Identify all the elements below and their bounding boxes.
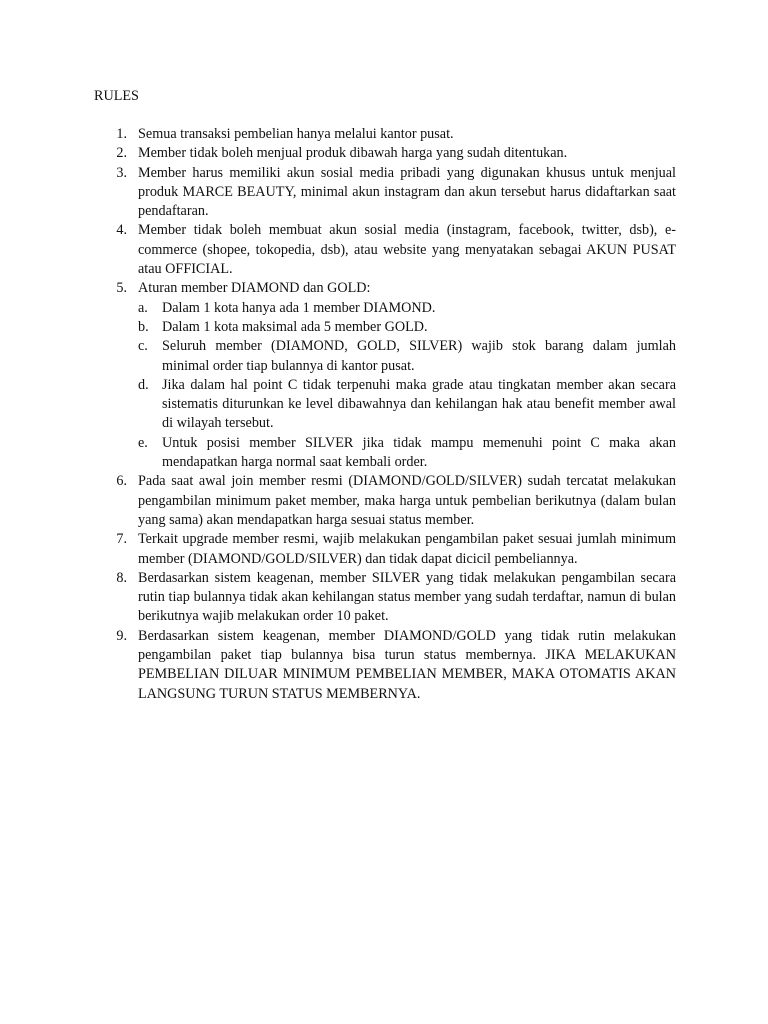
sub-rule-text: Jika dalam hal point C tidak terpenuhi maka grade atau tingkatan member akan secara sistematis diturunkan ke level dibawahnya dan kehilangan hak atau benefit member awal di wilayah tersebut.	[162, 376, 676, 432]
sub-rules-list	[138, 299, 676, 473]
rule-item-9	[94, 627, 676, 704]
rule-number: 8.	[116, 569, 127, 586]
rule-item-2	[94, 144, 676, 163]
rules-list	[94, 125, 676, 704]
sub-rule-letter: e.	[138, 434, 148, 451]
rule-text: Berdasarkan sistem keagenan, member DIAMOND/GOLD yang tidak rutin melakukan pengambilan paket tiap bulannya bisa turun status membernya. JIKA MELAKUKAN PEMBELIAN DILUAR MINIMUM PEMBELIAN MEMBER, MAKA OTOMATIS AKAN LANGSUNG TURUN STATUS MEMBERNYA.	[138, 627, 676, 702]
rule-number: 1.	[116, 126, 127, 142]
rule-text: Pada saat awal join member resmi (DIAMOND/GOLD/SILVER) sudah tercatat melakukan pengambilan minimum paket member, maka harga untuk pembelian berikutnya (dalam bulan yang sama) akan mendapatkan harga sesuai status member.	[138, 473, 676, 528]
rule-number: 3.	[116, 164, 127, 181]
rule-text: Member harus memiliki akun sosial media pribadi yang digunakan khusus untuk menjual produk MARCE BEAUTY, minimal akun instagram dan akun tersebut harus didaftarkan saat pendaftaran.	[138, 164, 676, 220]
sub-rule-letter: a.	[138, 299, 148, 316]
rule-text: Berdasarkan sistem keagenan, member SILVER yang tidak melakukan pengambilan secara rutin tiap bulannya tidak akan kehilangan status member yang sudah terdaftar, namun di bulan berikutnya wajib melakukan order 10 paket.	[138, 569, 676, 625]
rule-text: Member tidak boleh membuat akun sosial media (instagram, facebook, twitter, dsb), e-commerce (shopee, tokopedia, dsb), atau website yang menyatakan sebagai AKUN PUSAT atau OFFICIAL.	[138, 222, 676, 278]
sub-rule-text: Untuk posisi member SILVER jika tidak mampu memenuhi point C maka akan mendapatkan harga normal saat kembali order.	[162, 434, 676, 471]
rule-number: 7.	[116, 531, 127, 548]
sub-rule-b	[138, 318, 676, 337]
rule-number: 5.	[116, 280, 127, 297]
sub-rule-d	[138, 376, 676, 434]
rule-number: 4.	[116, 222, 127, 239]
sub-rule-letter: d.	[138, 376, 149, 393]
sub-rule-text: Dalam 1 kota hanya ada 1 member DIAMOND.	[162, 299, 436, 316]
rule-item-4	[94, 221, 676, 279]
sub-rule-a	[138, 299, 676, 318]
rule-item-3	[94, 164, 676, 222]
rule-text: Semua transaksi pembelian hanya melalui kantor pusat.	[138, 126, 454, 142]
sub-rule-letter: b.	[138, 318, 149, 335]
rule-item-1	[94, 125, 676, 144]
rule-item-5	[94, 279, 676, 472]
document-heading: RULES	[94, 88, 139, 104]
rule-text: Aturan member DIAMOND dan GOLD:	[138, 280, 371, 297]
sub-rule-letter: c.	[138, 338, 148, 355]
sub-rule-e	[138, 434, 676, 473]
rule-item-6	[94, 472, 676, 530]
sub-rule-c	[138, 337, 676, 376]
rule-item-7	[94, 530, 676, 569]
rule-number: 6.	[116, 473, 127, 490]
rule-item-8	[94, 569, 676, 627]
rule-text: Terkait upgrade member resmi, wajib melakukan pengambilan paket sesuai jumlah minimum member (DIAMOND/GOLD/SILVER) dan tidak dapat dicicil pembeliannya.	[138, 531, 676, 567]
sub-rule-text: Dalam 1 kota maksimal ada 5 member GOLD.	[162, 318, 428, 335]
rule-number: 2.	[116, 145, 127, 162]
rule-number: 9.	[116, 627, 127, 644]
sub-rule-text: Seluruh member (DIAMOND, GOLD, SILVER) wajib stok barang dalam jumlah minimal order tiap bulannya di kantor pusat.	[162, 338, 676, 374]
rule-text: Member tidak boleh menjual produk dibawah harga yang sudah ditentukan.	[138, 145, 568, 162]
